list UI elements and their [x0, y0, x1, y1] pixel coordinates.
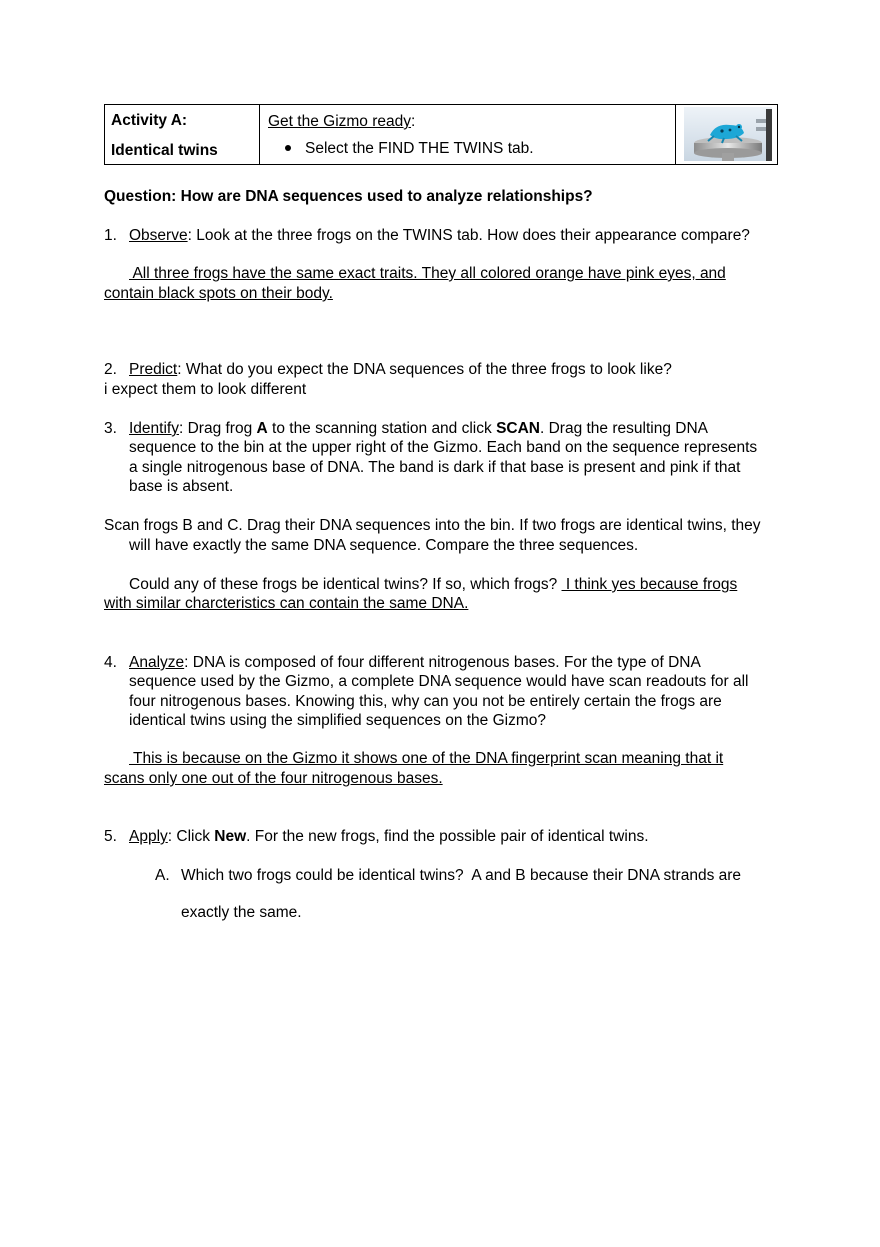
q3-prompt-line1: Identify: Drag frog A to the scanning station and click SCAN. Drag the resulting DNA — [129, 420, 708, 437]
q3-scan-line2: will have exactly the same DNA sequence. Compare the three sequences. — [129, 537, 639, 554]
q3-answer-part2: with similar charcteristics can contain the same DNA. — [104, 595, 469, 612]
q5a-letter: A. — [155, 867, 170, 884]
q3-prompt-line4: base is absent. — [129, 478, 234, 495]
q3-prompt-line3: a single nitrogenous base of DNA. The band is dark if that base is present and pink if that — [129, 459, 741, 476]
activity-label: Activity A: — [111, 112, 188, 129]
q4-prompt-line1: Analyze: DNA is composed of four different nitrogenous bases. For the type of DNA — [129, 654, 701, 671]
q1-answer-line2: contain black spots on their body. — [104, 285, 333, 302]
q5a-answer-part2: exactly the same. — [181, 904, 302, 921]
bullet-icon — [285, 145, 291, 151]
q2-number: 2. — [104, 361, 117, 378]
q2-answer: i expect them to look different — [104, 381, 307, 398]
q4-answer-line2: scans only one out of the four nitrogenous bases. — [104, 770, 443, 787]
q4-prompt-line2: sequence used by the Gizmo, a complete DNA sequence would have scan readouts for all — [129, 673, 749, 690]
activity-header-table — [104, 104, 778, 165]
main-question: Question: How are DNA sequences used to analyze relationships? — [104, 188, 593, 205]
setup-step: Select the FIND THE TWINS tab. — [285, 140, 534, 158]
q3-twins-question: Could any of these frogs be identical twins? If so, which frogs? I think yes because frogs — [129, 576, 738, 593]
q5-number: 5. — [104, 828, 117, 845]
q5a-line1: Which two frogs could be identical twins? A and B because their DNA strands are — [181, 867, 742, 884]
q3-answer-part1: I think yes because frogs — [561, 576, 738, 593]
frog-on-scanner-icon — [676, 105, 774, 163]
gizmo-thumbnail — [675, 105, 777, 164]
q5-prompt: Apply: Click New. For the new frogs, find the possible pair of identical twins. — [129, 828, 649, 845]
setup-heading: Get the Gizmo ready: — [268, 113, 416, 130]
q4-prompt-line4: identical twins using the simplified sequences on the Gizmo? — [129, 712, 547, 729]
q3-scan-line1: Scan frogs B and C. Drag their DNA sequences into the bin. If two frogs are identical twins, they — [104, 517, 761, 534]
q3-prompt-line2: sequence to the bin at the upper right of the Gizmo. Each band on the sequence represents — [129, 439, 758, 456]
q1-prompt: Observe: Look at the three frogs on the TWINS tab. How does their appearance compare? — [129, 227, 750, 244]
q5a-answer-part1: A and B because their DNA strands are — [467, 867, 742, 884]
q1-answer-line1: All three frogs have the same exact traits. They all colored orange have pink eyes, and — [129, 265, 726, 282]
q4-number: 4. — [104, 654, 117, 671]
q4-answer-line1: This is because on the Gizmo it shows one of the DNA fingerprint scan meaning that it — [129, 750, 724, 767]
q2-prompt: Predict: What do you expect the DNA sequences of the three frogs to look like? — [129, 361, 672, 378]
q1-number: 1. — [104, 227, 117, 244]
activity-title: Identical twins — [111, 142, 218, 159]
q3-number: 3. — [104, 420, 117, 437]
q4-prompt-line3: four nitrogenous bases. Knowing this, why can you not be entirely certain the frogs are — [129, 693, 722, 710]
activity-cell — [105, 105, 260, 164]
